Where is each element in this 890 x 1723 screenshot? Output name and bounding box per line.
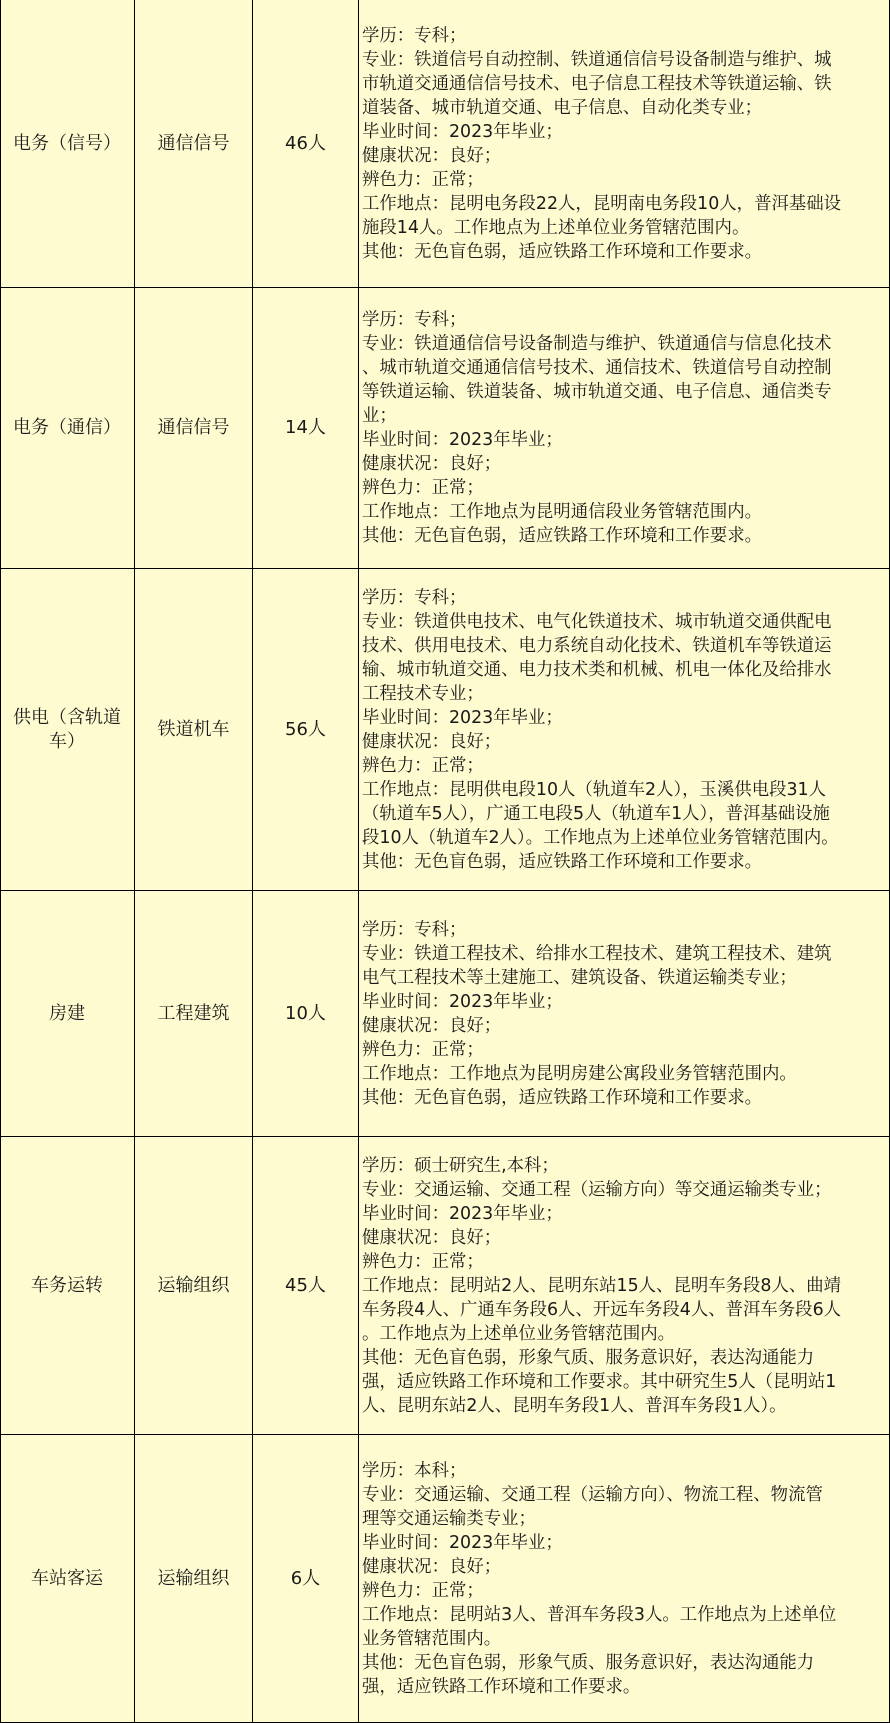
requirement-line: 辨色力：正常； bbox=[362, 1039, 484, 1060]
requirement-line: 工作地点：工作地点为昆明房建公寓段业务管辖范围内。 bbox=[362, 1063, 797, 1084]
major-cell: 铁道机车 bbox=[157, 718, 230, 740]
column-border bbox=[358, 0, 359, 1723]
requirement-line: 业务管辖范围内。 bbox=[362, 1628, 502, 1649]
requirement-line: 辨色力：正常； bbox=[362, 1251, 484, 1272]
requirement-line: 健康状况：良好； bbox=[362, 1015, 502, 1036]
department-cell: 房建 bbox=[49, 1002, 85, 1024]
requirement-line: 工作地点：昆明电务段22人，昆明南电务段10人，普洱基础设 bbox=[362, 193, 842, 214]
requirement-line: 市轨道交通通信信号技术、电子信息工程技术等铁道运输、铁 bbox=[362, 73, 832, 94]
requirement-line: 其他：无色盲色弱，适应铁路工作环境和工作要求。 bbox=[362, 1087, 762, 1108]
department-cell: 车务运转 bbox=[31, 1274, 103, 1296]
requirement-line: 健康状况：良好； bbox=[362, 731, 502, 752]
requirements-cell bbox=[362, 1435, 888, 1722]
requirement-line: 施段14人。工作地点为上述单位业务管辖范围内。 bbox=[362, 217, 750, 238]
requirement-line: 学历：专科； bbox=[362, 919, 467, 940]
row-border bbox=[0, 568, 890, 569]
column-border bbox=[0, 0, 1, 1723]
requirement-line: 毕业时间：2023年毕业； bbox=[362, 121, 563, 142]
requirement-line: 健康状况：良好； bbox=[362, 1556, 502, 1577]
requirement-line: 辨色力：正常； bbox=[362, 478, 484, 498]
row-border bbox=[0, 1434, 890, 1435]
requirement-line: 健康状况：良好； bbox=[362, 145, 502, 166]
requirement-line: 辨色力：正常； bbox=[362, 1580, 484, 1601]
headcount-cell: 14人 bbox=[285, 417, 326, 438]
requirement-line: 理等交通运输类专业； bbox=[362, 1508, 536, 1529]
department-cell: 车站客运 bbox=[31, 1567, 103, 1589]
major-cell: 工程建筑 bbox=[157, 1002, 230, 1024]
requirement-line: 学历：本科； bbox=[362, 1460, 467, 1481]
major-cell: 运输组织 bbox=[157, 1274, 230, 1296]
requirement-line: 。工作地点为上述单位业务管辖范围内。 bbox=[362, 1323, 676, 1344]
requirement-line: 强，适应铁路工作环境和工作要求。其中研究生5人（昆明站1 bbox=[362, 1371, 837, 1392]
requirements-cell bbox=[362, 288, 888, 568]
requirement-line: 电气工程技术等土建施工、建筑设备、铁道运输类专业； bbox=[362, 967, 797, 988]
department-cell: 电务（通信） bbox=[13, 417, 121, 438]
row-border bbox=[0, 1136, 890, 1137]
requirement-line: 健康状况：良好； bbox=[362, 454, 502, 474]
requirement-line: 专业：铁道通信信号设备制造与维护、铁道通信与信息化技术 bbox=[362, 334, 832, 354]
department-cell: 电务（信号） bbox=[13, 132, 121, 154]
requirement-line: 工作地点：昆明站3人、普洱车务段3人。工作地点为上述单位 bbox=[362, 1604, 837, 1625]
requirement-line: 毕业时间：2023年毕业； bbox=[362, 430, 563, 450]
requirement-line: 其他：无色盲色弱，适应铁路工作环境和工作要求。 bbox=[362, 241, 762, 262]
requirement-line: 强，适应铁路工作环境和工作要求。 bbox=[362, 1676, 641, 1697]
requirement-line: 专业：铁道信号自动控制、铁道通信信号设备制造与维护、城 bbox=[362, 49, 832, 70]
requirement-line: 车务段4人、广通车务段6人、开远车务段4人、普洱车务段6人 bbox=[362, 1299, 842, 1320]
requirement-line: 毕业时间：2023年毕业； bbox=[362, 1532, 563, 1553]
requirements-cell bbox=[362, 0, 888, 287]
requirement-line: 道装备、城市轨道交通、电子信息、自动化类专业； bbox=[362, 97, 762, 118]
requirement-line: 、城市轨道交通通信信号技术、通信技术、铁道信号自动控制 bbox=[362, 358, 832, 378]
requirement-line: 工程技术专业； bbox=[362, 683, 484, 704]
requirement-line: 专业：铁道工程技术、给排水工程技术、建筑工程技术、建筑 bbox=[362, 943, 832, 964]
major-cell: 通信信号 bbox=[157, 132, 230, 154]
requirement-line: 工作地点：昆明供电段10人（轨道车2人），玉溪供电段31人 bbox=[362, 779, 826, 800]
headcount-cell: 6人 bbox=[290, 1567, 321, 1589]
requirement-line: 人、昆明东站2人、昆明车务段1人、普洱车务段1人）。 bbox=[362, 1395, 787, 1416]
major-cell: 运输组织 bbox=[157, 1567, 230, 1589]
requirement-line: 等铁道运输、铁道装备、城市轨道交通、电子信息、通信类专 bbox=[362, 382, 832, 402]
requirement-line: （轨道车5人），广通工电段5人（轨道车1人），普洱基础设施 bbox=[362, 803, 830, 824]
department-cell: 供电（含轨道车） bbox=[13, 706, 121, 752]
headcount-cell: 45人 bbox=[285, 1274, 326, 1296]
requirement-line: 专业：铁道供电技术、电气化铁道技术、城市轨道交通供配电 bbox=[362, 611, 832, 632]
requirement-line: 段10人（轨道车2人）。工作地点为上述单位业务管辖范围内。 bbox=[362, 827, 839, 848]
requirement-line: 业； bbox=[362, 406, 397, 426]
requirement-line: 工作地点：昆明站2人、昆明东站15人、昆明车务段8人、曲靖 bbox=[362, 1275, 842, 1296]
requirement-line: 毕业时间：2023年毕业； bbox=[362, 991, 563, 1012]
requirement-line: 学历：专科； bbox=[362, 310, 467, 330]
requirement-line: 技术、供用电技术、电力系统自动化技术、铁道机车等铁道运 bbox=[362, 635, 832, 656]
headcount-cell: 56人 bbox=[285, 718, 326, 740]
requirement-line: 学历：专科； bbox=[362, 587, 467, 608]
requirement-line: 其他：无色盲色弱，适应铁路工作环境和工作要求。 bbox=[362, 526, 762, 546]
column-border bbox=[134, 0, 135, 1723]
headcount-cell: 10人 bbox=[285, 1002, 326, 1024]
requirements-cell bbox=[362, 1137, 888, 1434]
requirement-line: 其他：无色盲色弱，形象气质、服务意识好，表达沟通能力 bbox=[362, 1652, 815, 1673]
row-border bbox=[0, 287, 890, 288]
requirement-line: 学历：专科； bbox=[362, 25, 467, 46]
requirements-cell bbox=[362, 569, 888, 890]
requirement-line: 辨色力：正常； bbox=[362, 755, 484, 776]
requirement-line: 毕业时间：2023年毕业； bbox=[362, 1203, 563, 1224]
requirement-line: 学历：硕士研究生,本科； bbox=[362, 1155, 559, 1176]
requirement-line: 其他：无色盲色弱，适应铁路工作环境和工作要求。 bbox=[362, 851, 762, 872]
requirement-line: 其他：无色盲色弱，形象气质、服务意识好，表达沟通能力 bbox=[362, 1347, 815, 1368]
requirement-line: 健康状况：良好； bbox=[362, 1227, 502, 1248]
column-border bbox=[252, 0, 253, 1723]
requirement-line: 输、城市轨道交通、电力技术类和机械、机电一体化及给排水 bbox=[362, 659, 832, 680]
requirement-line: 毕业时间：2023年毕业； bbox=[362, 707, 563, 728]
headcount-cell: 46人 bbox=[285, 132, 326, 154]
requirement-line: 专业：交通运输、交通工程（运输方向）、物流工程、物流管 bbox=[362, 1484, 823, 1505]
requirement-line: 辨色力：正常； bbox=[362, 169, 484, 190]
requirement-line: 专业：交通运输、交通工程（运输方向）等交通运输类专业； bbox=[362, 1179, 832, 1200]
requirements-cell bbox=[362, 891, 888, 1136]
major-cell: 通信信号 bbox=[157, 417, 230, 438]
requirement-line: 工作地点：工作地点为昆明通信段业务管辖范围内。 bbox=[362, 502, 762, 522]
row-border bbox=[0, 890, 890, 891]
